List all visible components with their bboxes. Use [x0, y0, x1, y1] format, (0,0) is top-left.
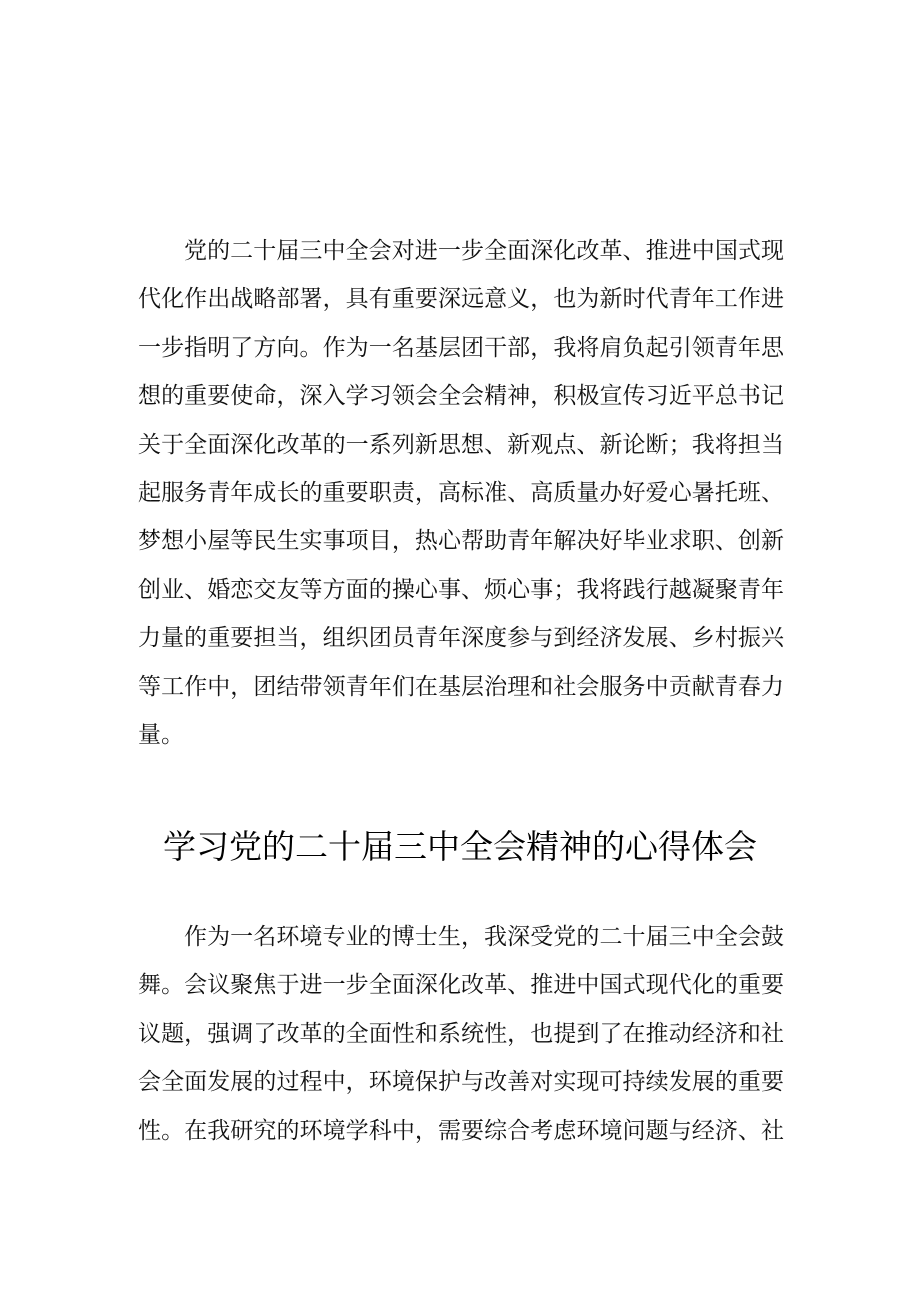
paragraph-line: 代化作出战略部署，具有重要深远意义，也为新时代青年工作进 [138, 286, 784, 313]
paragraph-line: 作为一名环境专业的博士生，我深受党的二十届三中全会鼓 [184, 924, 784, 950]
paragraph-line: 议题，强调了改革的全面性和系统性，也提到了在推动经济和社 [138, 1020, 784, 1047]
paragraph-line: 等工作中，团结带领青年们在基层治理和社会服务中贡献青春力 [138, 673, 784, 700]
paragraph-line: 舞。会议聚焦于进一步全面深化改革、推进中国式现代化的重要 [138, 972, 784, 999]
section-heading: 学习党的二十届三中全会精神的心得体会 [163, 827, 757, 866]
paragraph-line: 力量的重要担当，组织团员青年深度参与到经济发展、乡村振兴 [138, 625, 784, 652]
paragraph-line: 起服务青年成长的重要职责，高标准、高质量办好爱心暑托班、 [138, 479, 784, 506]
paragraph-line: 梦想小屋等民生实事项目，热心帮助青年解决好毕业求职、创新 [138, 528, 784, 555]
paragraph-line: 关于全面深化改革的一系列新思想、新观点、新论断；我将担当 [138, 431, 784, 458]
paragraph-line: 创业、婚恋交友等方面的操心事、烦心事；我将践行越凝聚青年 [138, 576, 784, 603]
paragraph-line: 党的二十届三中全会对进一步全面深化改革、推进中国式现 [184, 238, 784, 264]
paragraph-line: 量。 [138, 721, 184, 748]
paragraph-line: 会全面发展的过程中，环境保护与改善对实现可持续发展的重要 [138, 1069, 784, 1096]
paragraph-line: 性。在我研究的环境学科中，需要综合考虑环境问题与经济、社 [138, 1117, 784, 1144]
paragraph-line: 想的重要使命，深入学习领会全会精神，积极宣传习近平总书记 [138, 383, 784, 410]
paragraph-line: 一步指明了方向。作为一名基层团干部，我将肩负起引领青年思 [138, 334, 784, 361]
paragraph-1 [138, 227, 784, 759]
paragraph-2 [138, 913, 784, 1155]
